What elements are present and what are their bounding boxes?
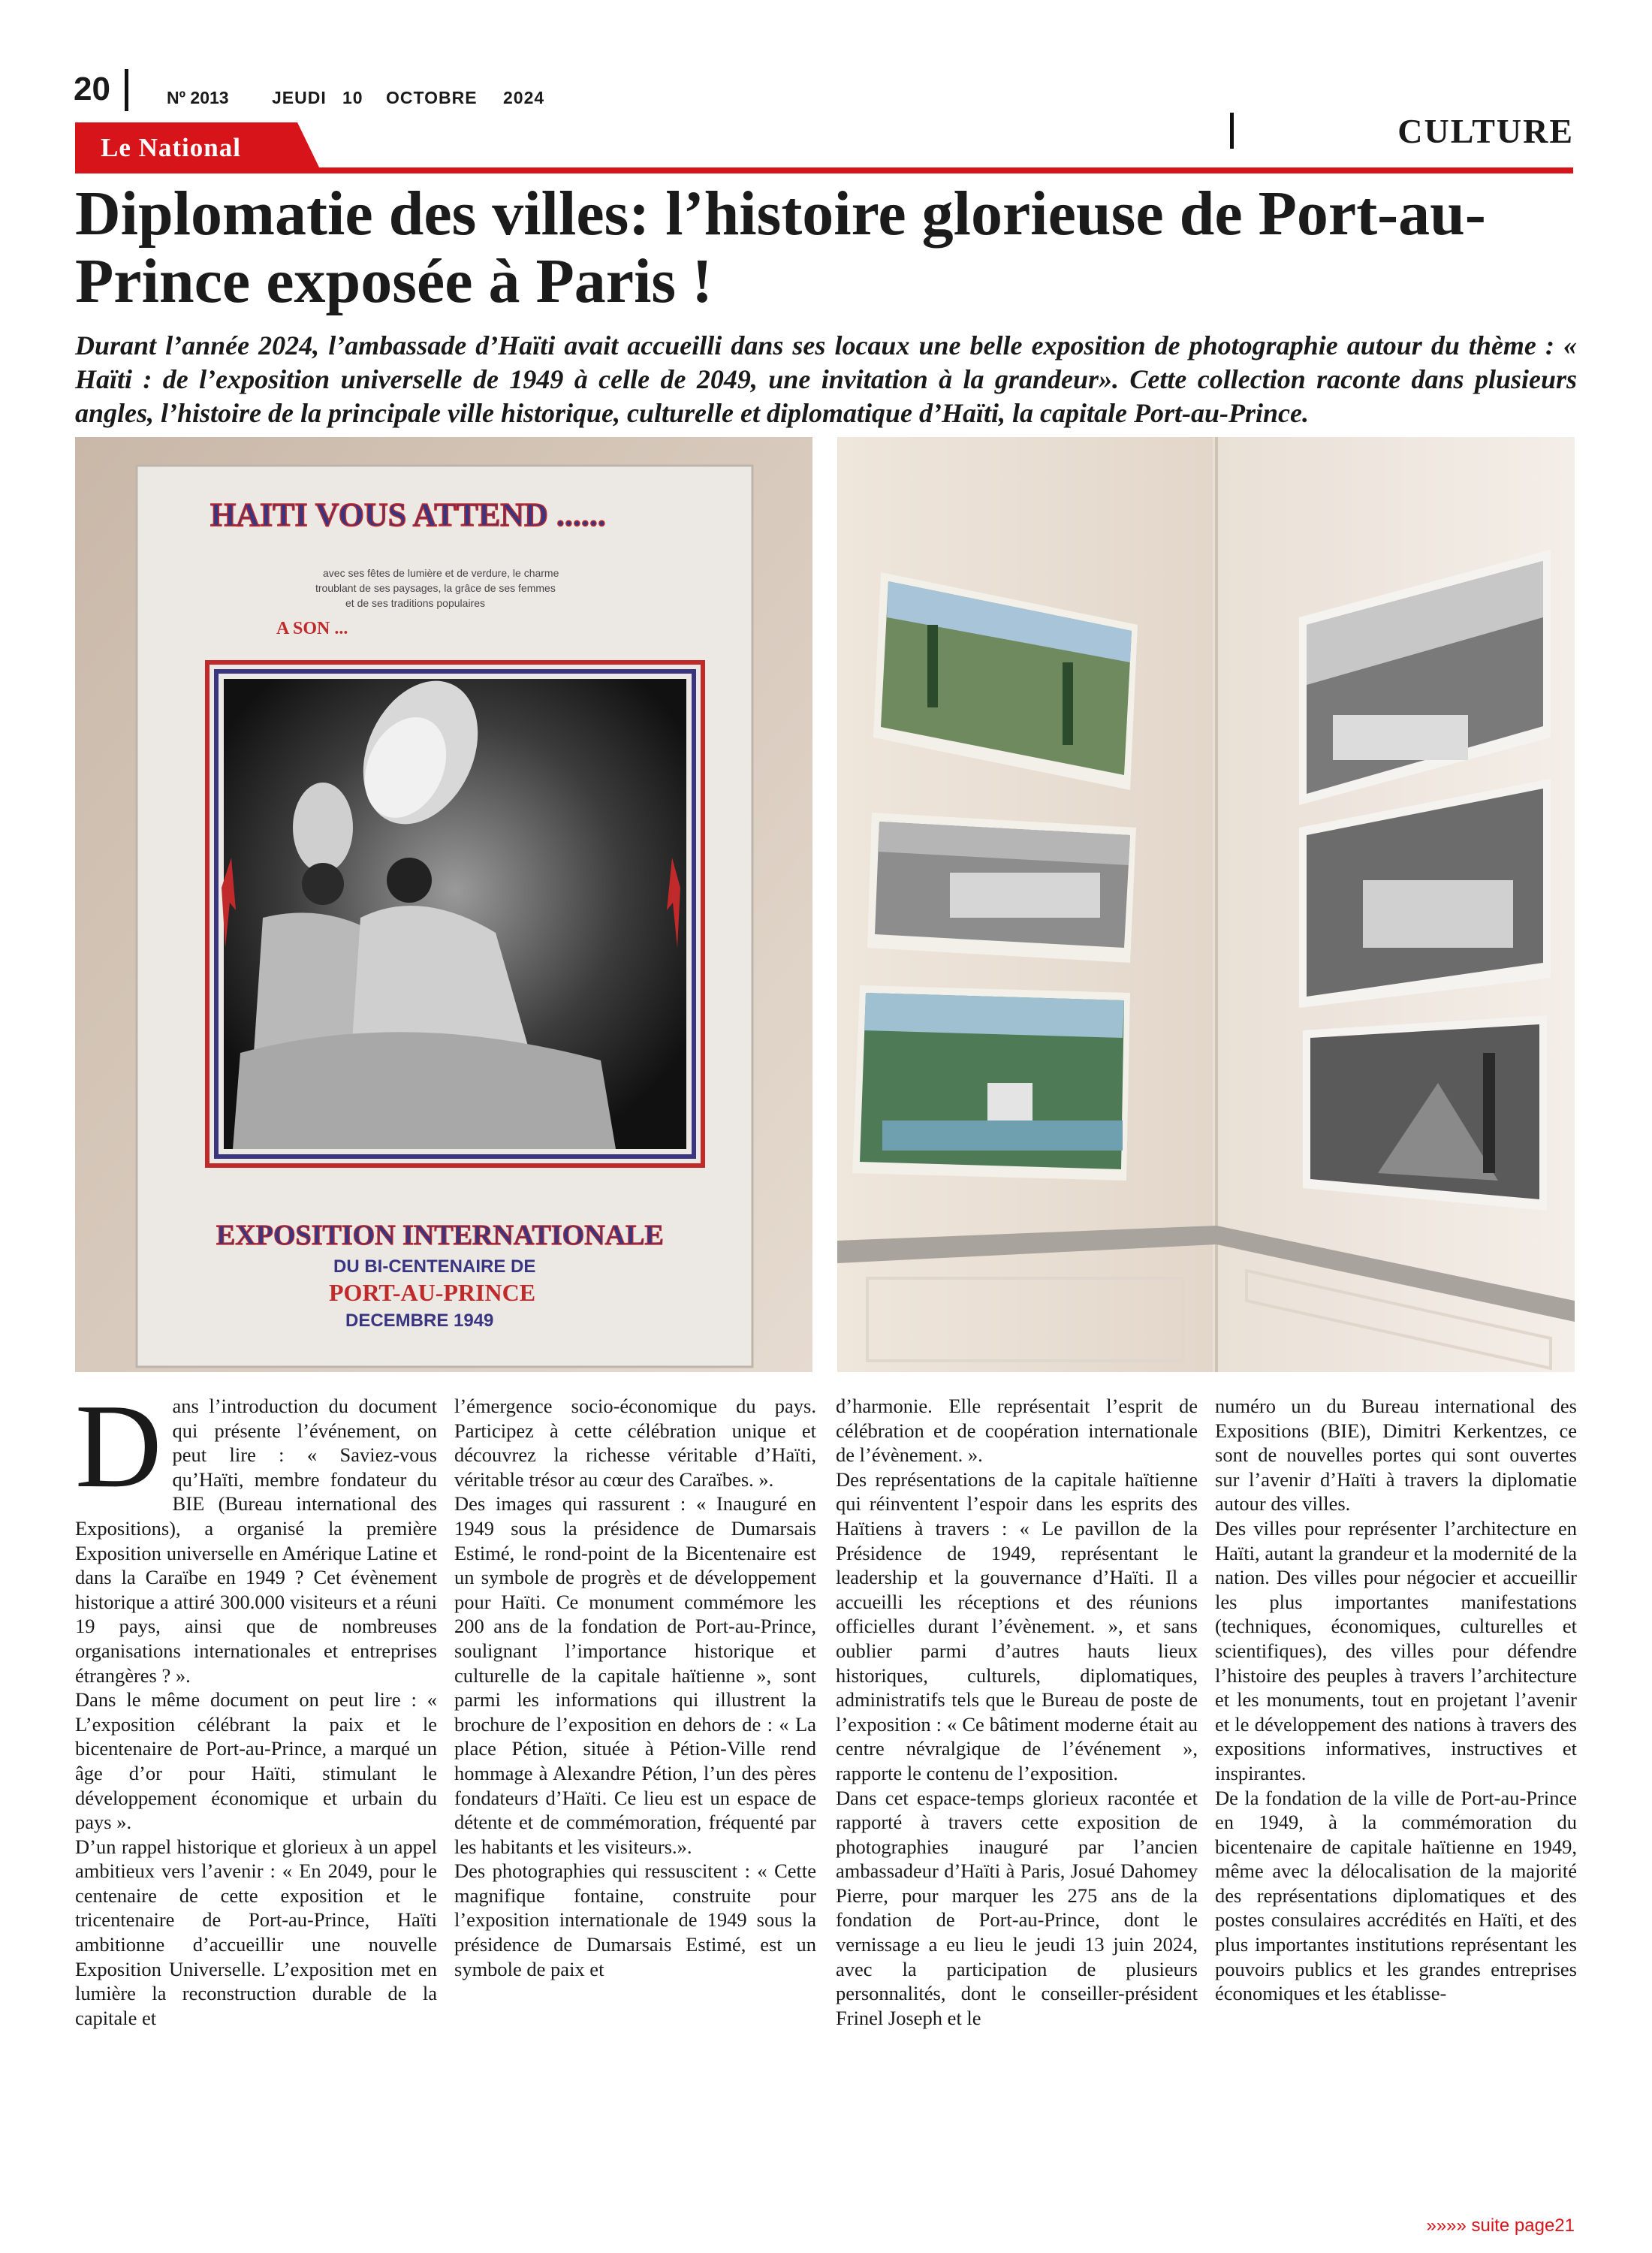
poster-photo [75, 437, 812, 1372]
poster-tagline-2: troublant de ses paysages, la grâce de ses femmes [315, 582, 556, 594]
poster-line-3: PORT-AU-PRINCE [329, 1279, 536, 1306]
brand-tab [75, 122, 321, 172]
poster-line-2: DU BI-CENTENAIRE DE [333, 1256, 536, 1277]
article-paragraph: De la fondation de la ville de Port-au-Prince en 1949, à la commémoration du bicentenaire de capitale haïtienne en 1949, même avec la délocalisation de la majorité des représentations diplomatiques et des postes consulaires accrédités en Haïti, et des plus importantes institutions représentant les pouvoirs publics et les grandes entreprises économiques et les établisse- [1215, 1786, 1577, 2005]
poster-a-son: A SON ... [276, 619, 348, 638]
article-paragraph: D’un rappel historique et glorieux à un appel ambitieux vers l’avenir : « En 2049, pour le centenaire de cette exposition et le tricentenaire de Port-au-Prince, Haïti ambitionne d’accueillir une nouvelle Exposition Universelle. L’exposition met en lumière la reconstruction durable de la capitale et [75, 1835, 437, 2029]
article-paragraph: Des villes pour représenter l’architecture en Haïti, autant la grandeur et la modernité de la nation. Des villes pour négocier et accueillir les plus importantes manifestations (techniques, économiques, culturelles et scientifiques), des villes pour défendre l’histoire des peuples à travers l’architecture et les monuments, tout en projetant l’avenir et le développement des nations à travers des expositions informatives, instructives et inspirantes. [1215, 1516, 1577, 1784]
continuation-link[interactable]: »»»» suite page21 [1426, 2215, 1575, 2236]
poster-tagline-3: et de ses traditions populaires [345, 597, 485, 609]
article-paragraph: Dans le même document on peut lire : « L’exposition célébrant la paix et le bicentenaire de Port-au-Prince, a marqué un âge d’or pour Haïti, stimulant le développement économique et urbain du pays ». [75, 1688, 437, 1834]
page-number-divider [125, 69, 128, 111]
date-month: OCTOBRE [386, 88, 478, 107]
article-column-4 [1215, 1394, 1577, 2006]
article-paragraph: l’émergence socio-économique du pays. Participez à cette célébration unique et découvrez la richesse véritable d’Haïti, véritable trésor au cœur des Caraïbes. ». [454, 1395, 816, 1491]
date-year: 2024 [503, 88, 545, 107]
lede: Durant l’année 2024, l’ambassade d’Haïti avait accueilli dans ses locaux une belle exposition de photographie autour du thème : « Haïti : de l’exposition universelle de 1949 à celle de 2049, une invitation à la grandeur». Cette collection raconte dans plusieurs angles, l’histoire de la principale ville historique, culturelle et diplomatique d’Haïti, la capitale Port-au-Prince. [75, 330, 1577, 428]
article-paragraph: Des représentations de la capitale haïtienne qui réinventent l’espoir dans les esprits des Haïtiens à travers : « Le pavillon de la Présidence de 1949, représentant le leadership et la gouvernance d’Haïti. Il a accueilli les réceptions et des réunions officielles durant l’évènement. », et sans oublier parmi d’autres hauts lieux historiques, culturels, diplomatiques, administratifs tels que le Bureau de poste de l’exposition : « Ce bâtiment moderne était au centre névralgique de l’événement », rapporte le contenu de l’exposition. [836, 1467, 1198, 1784]
poster-title: HAITI VOUS ATTEND ...... [210, 496, 606, 533]
section-divider [1230, 113, 1234, 149]
article-paragraph: ans l’introduction du document qui présente l’événement, on peut lire : « Saviez-vous qu’Haïti, membre fondateur du BIE (Bureau international des Expositions), a organisé la première Exposition universelle en Amérique Latine et dans la Caraïbe en 1949 ? Cet évènement historique a attiré 300.000 visiteurs et a réuni 19 pays, ainsi que de nombreuses organisations internationales et entreprises étrangères ? ». [75, 1395, 437, 1687]
postcards-photo [837, 437, 1575, 1372]
article-column-2 [454, 1394, 816, 1981]
article-paragraph: Des images qui rassurent : « Inauguré en 1949 sous la présidence de Dumarsais Estimé, le rond-point de la Bicentenaire est un symbole de progrès et de développement pour Haïti. Ce monument commémore les 200 ans de la fondation de Port-au-Prince, soulignant l’importance historique et culturelle de la capitale haïtienne », sont parmi les informations qui illustrent la brochure de l’exposition en dehors de : « La place Pétion, située à Pétion-Ville rend hommage à Alexandre Pétion, l’un des pères fondateurs d’Haïti. Ce lieu est un espace de détente et de commémoration, fréquenté par les habitants et les visiteurs.». [454, 1492, 816, 1858]
header-rule [75, 167, 1573, 173]
poster-line-1: EXPOSITION INTERNATIONALE [216, 1220, 664, 1251]
article-column-1 [75, 1379, 437, 2030]
headline: Diplomatie des villes: l’histoire glorieuse de Port-au-Prince exposée à Paris ! [75, 179, 1486, 316]
page-number: 20 [74, 71, 110, 107]
drop-cap: D [75, 1379, 162, 1513]
brand-name: Le National [101, 133, 241, 162]
date-day-name: JEUDI [272, 88, 327, 107]
issue-number: Nº 2013 [167, 88, 229, 107]
poster-tagline-1: avec ses fêtes de lumière et de verdure, le charme [323, 567, 559, 579]
article-paragraph: d’harmonie. Elle représentait l’esprit de célébration et de coopération internationale de l’évènement. ». [836, 1395, 1198, 1467]
date-day: 10 [342, 88, 363, 107]
article-paragraph: Des photographies qui ressuscitent : « Cette magnifique fontaine, construite pour l’exposition internationale de 1949 sous la présidence de Dumarsais Estimé, est un symbole de paix et [454, 1859, 816, 1980]
article-column-3 [836, 1394, 1198, 2030]
poster-line-4: DECEMBRE 1949 [345, 1310, 494, 1331]
article-paragraph: numéro un du Bureau international des Expositions (BIE), Dimitri Kerkentzes, ce sont de nouvelles portes qui sont ouvertes sur l’avenir d’Haïti à travers la diplomatie autour des villes. [1215, 1395, 1577, 1516]
article-paragraph: Dans cet espace-temps glorieux racontée et rapporté à travers cette exposition de photographies inauguré par l’ancien ambassadeur d’Haïti à Paris, Josué Dahomey Pierre, pour marquer les 275 ans de la fondation de Port-au-Prince, dont le vernissage a eu lieu le jeudi 13 juin 2024, avec la participation de plusieurs personnalités, dont le conseiller-président Frinel Joseph et le [836, 1786, 1198, 2029]
section-label: CULTURE [1397, 112, 1574, 150]
